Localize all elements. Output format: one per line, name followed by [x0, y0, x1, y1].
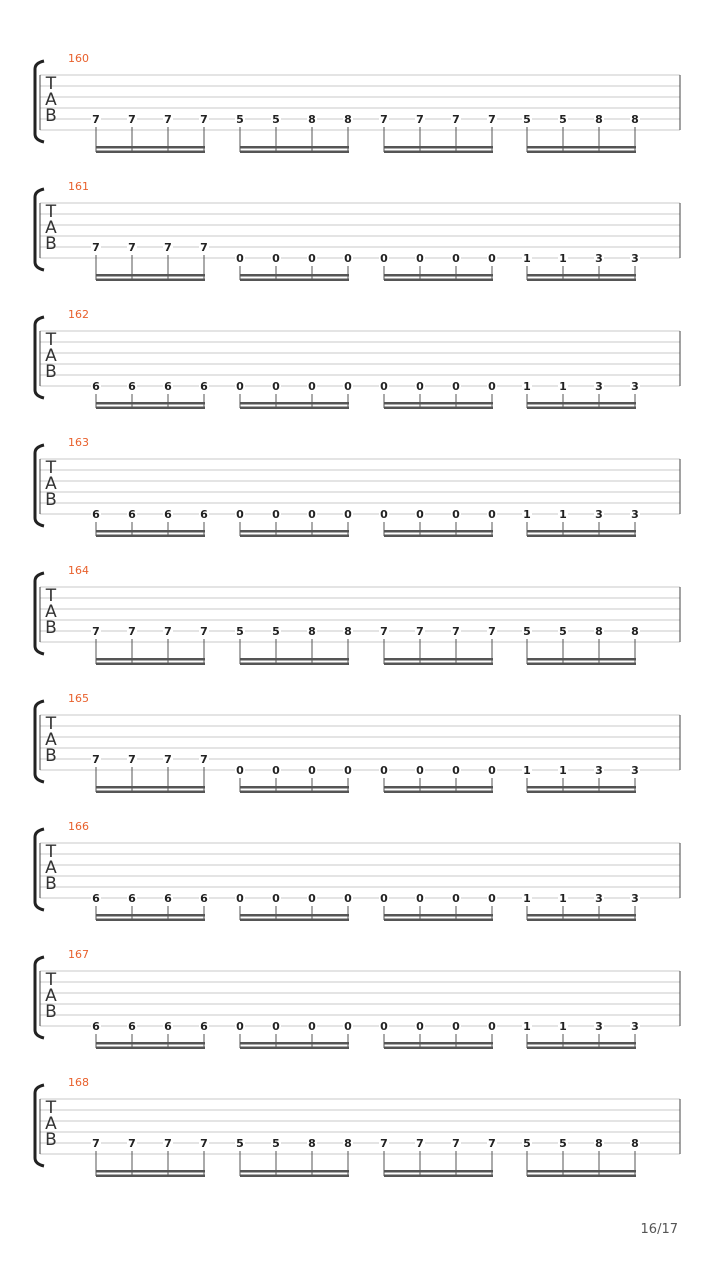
fret-number: 7 [128, 241, 136, 254]
fret-number: 0 [236, 1020, 244, 1033]
fret-number: 0 [488, 508, 496, 521]
fret-number: 5 [236, 625, 244, 638]
measure-number: 163 [68, 436, 89, 449]
fret-number: 0 [236, 892, 244, 905]
fret-number: 8 [595, 1137, 603, 1150]
beam [240, 1170, 349, 1173]
beam [240, 402, 349, 405]
fret-number: 0 [380, 764, 388, 777]
beam [527, 786, 636, 789]
beam [384, 919, 493, 922]
fret-number: 7 [380, 1137, 388, 1150]
beam [240, 919, 349, 922]
tab-clef-letter: A [45, 474, 57, 494]
fret-number: 7 [164, 1137, 172, 1150]
tab-clef-letter: B [45, 1002, 57, 1022]
beam [527, 279, 636, 282]
fret-number: 3 [595, 1020, 603, 1033]
fret-number: 0 [488, 1020, 496, 1033]
beam [96, 407, 205, 410]
fret-number: 6 [128, 380, 136, 393]
beam [527, 402, 636, 405]
beam [384, 791, 493, 794]
fret-number: 0 [416, 508, 424, 521]
fret-number: 5 [559, 113, 567, 126]
fret-number: 6 [128, 892, 136, 905]
tab-clef-letter: A [45, 90, 57, 110]
beam [96, 663, 205, 666]
beam [96, 535, 205, 538]
fret-number: 5 [523, 625, 531, 638]
fret-number: 8 [595, 113, 603, 126]
fret-number: 0 [416, 1020, 424, 1033]
beam [527, 407, 636, 410]
fret-number: 0 [452, 764, 460, 777]
beam [384, 151, 493, 154]
beam [240, 1042, 349, 1045]
beam [384, 1175, 493, 1178]
beam [96, 786, 205, 789]
fret-number: 6 [128, 1020, 136, 1033]
measure-number: 168 [68, 1076, 89, 1089]
beam [527, 1175, 636, 1178]
fret-number: 6 [200, 380, 208, 393]
fret-number: 0 [452, 892, 460, 905]
tab-clef-letter: B [45, 234, 57, 254]
fret-number: 1 [559, 1020, 567, 1033]
tab-system [35, 436, 680, 537]
beam [527, 914, 636, 917]
tab-clef-letter: B [45, 618, 57, 638]
beam [384, 914, 493, 917]
fret-number: 6 [164, 508, 172, 521]
beam [96, 530, 205, 533]
fret-number: 0 [488, 764, 496, 777]
beam [240, 1175, 349, 1178]
fret-number: 6 [164, 1020, 172, 1033]
fret-number: 7 [380, 625, 388, 638]
tab-clef-letter: B [45, 362, 57, 382]
beam [384, 407, 493, 410]
fret-number: 7 [488, 1137, 496, 1150]
fret-number: 0 [272, 380, 280, 393]
beam [527, 1042, 636, 1045]
fret-number: 3 [631, 252, 639, 265]
fret-number: 3 [595, 252, 603, 265]
tab-clef-letter: T [45, 458, 57, 478]
beam [96, 1047, 205, 1050]
fret-number: 7 [200, 625, 208, 638]
fret-number: 7 [200, 753, 208, 766]
beam [240, 791, 349, 794]
beam [384, 279, 493, 282]
beam [384, 658, 493, 661]
beam [384, 274, 493, 277]
fret-number: 0 [272, 252, 280, 265]
beam [384, 530, 493, 533]
fret-number: 5 [559, 1137, 567, 1150]
fret-number: 0 [344, 252, 352, 265]
tab-clef-letter: B [45, 106, 57, 126]
fret-number: 8 [344, 625, 352, 638]
beam [240, 786, 349, 789]
page-number: 16/17 [640, 1222, 678, 1237]
measure-number: 166 [68, 820, 89, 833]
fret-number: 0 [272, 1020, 280, 1033]
fret-number: 8 [595, 625, 603, 638]
fret-number: 0 [380, 1020, 388, 1033]
tab-clef-letter: T [45, 74, 57, 94]
beam [96, 1042, 205, 1045]
tab-system [35, 52, 680, 153]
fret-number: 5 [236, 113, 244, 126]
beam [96, 279, 205, 282]
tab-clef-letter: B [45, 490, 57, 510]
beam [384, 535, 493, 538]
fret-number: 6 [92, 892, 100, 905]
tab-system [35, 1076, 680, 1177]
beam [240, 279, 349, 282]
fret-number: 1 [559, 764, 567, 777]
fret-number: 0 [308, 508, 316, 521]
beam [240, 658, 349, 661]
fret-number: 3 [631, 892, 639, 905]
fret-number: 0 [272, 892, 280, 905]
fret-number: 8 [344, 1137, 352, 1150]
fret-number: 3 [631, 1020, 639, 1033]
fret-number: 5 [523, 113, 531, 126]
tab-system [35, 308, 680, 409]
beam [384, 1170, 493, 1173]
fret-number: 0 [272, 508, 280, 521]
fret-number: 3 [595, 380, 603, 393]
beam [384, 1042, 493, 1045]
fret-number: 7 [416, 1137, 424, 1150]
fret-number: 7 [164, 753, 172, 766]
fret-number: 0 [236, 252, 244, 265]
fret-number: 1 [523, 764, 531, 777]
fret-number: 7 [128, 1137, 136, 1150]
beam [384, 402, 493, 405]
fret-number: 7 [200, 1137, 208, 1150]
tab-clef-letter: T [45, 202, 57, 222]
fret-number: 7 [92, 753, 100, 766]
fret-number: 7 [200, 241, 208, 254]
beam [384, 146, 493, 149]
beam [527, 1047, 636, 1050]
fret-number: 6 [164, 380, 172, 393]
fret-number: 1 [559, 892, 567, 905]
fret-number: 6 [200, 1020, 208, 1033]
fret-number: 5 [559, 625, 567, 638]
fret-number: 0 [452, 380, 460, 393]
fret-number: 1 [559, 508, 567, 521]
fret-number: 8 [308, 625, 316, 638]
tab-clef-letter: B [45, 746, 57, 766]
beam [527, 151, 636, 154]
fret-number: 3 [595, 892, 603, 905]
measure-number: 161 [68, 180, 89, 193]
tab-system [35, 820, 680, 921]
measure-number: 162 [68, 308, 89, 321]
tab-clef-letter: A [45, 218, 57, 238]
tab-clef-letter: B [45, 874, 57, 894]
fret-number: 7 [92, 113, 100, 126]
beam [96, 919, 205, 922]
tab-clef-letter: T [45, 1098, 57, 1118]
fret-number: 0 [452, 1020, 460, 1033]
beam [384, 786, 493, 789]
fret-number: 7 [452, 625, 460, 638]
fret-number: 6 [128, 508, 136, 521]
fret-number: 7 [488, 113, 496, 126]
fret-number: 1 [523, 1020, 531, 1033]
tab-clef-letter: T [45, 714, 57, 734]
fret-number: 1 [559, 380, 567, 393]
fret-number: 0 [344, 508, 352, 521]
fret-number: 0 [452, 252, 460, 265]
fret-number: 6 [92, 1020, 100, 1033]
tab-system [35, 948, 680, 1049]
fret-number: 7 [128, 753, 136, 766]
tab-clef-letter: A [45, 1114, 57, 1134]
fret-number: 3 [631, 508, 639, 521]
beam [240, 407, 349, 410]
tab-system [35, 692, 680, 793]
tab-clef-letter: T [45, 842, 57, 862]
fret-number: 0 [380, 252, 388, 265]
measure-number: 165 [68, 692, 89, 705]
tab-system [35, 180, 680, 281]
measure-number: 167 [68, 948, 89, 961]
fret-number: 7 [128, 625, 136, 638]
fret-number: 0 [488, 380, 496, 393]
fret-number: 6 [92, 508, 100, 521]
fret-number: 7 [416, 113, 424, 126]
fret-number: 8 [631, 625, 639, 638]
fret-number: 3 [631, 380, 639, 393]
fret-number: 7 [164, 113, 172, 126]
fret-number: 0 [416, 764, 424, 777]
fret-number: 0 [344, 380, 352, 393]
beam [96, 151, 205, 154]
fret-number: 7 [92, 241, 100, 254]
fret-number: 7 [164, 241, 172, 254]
fret-number: 6 [164, 892, 172, 905]
fret-number: 0 [380, 892, 388, 905]
fret-number: 0 [380, 508, 388, 521]
beam [96, 791, 205, 794]
fret-number: 5 [272, 625, 280, 638]
fret-number: 8 [308, 1137, 316, 1150]
fret-number: 7 [200, 113, 208, 126]
beam [527, 1170, 636, 1173]
fret-number: 0 [308, 1020, 316, 1033]
fret-number: 0 [344, 892, 352, 905]
fret-number: 0 [344, 1020, 352, 1033]
beam [240, 1047, 349, 1050]
beam [527, 919, 636, 922]
fret-number: 7 [92, 625, 100, 638]
beam [527, 791, 636, 794]
beam [527, 530, 636, 533]
beam [96, 658, 205, 661]
beam [96, 274, 205, 277]
fret-number: 7 [380, 113, 388, 126]
beam [527, 658, 636, 661]
beam [96, 1175, 205, 1178]
fret-number: 1 [559, 252, 567, 265]
tab-clef-letter: A [45, 602, 57, 622]
fret-number: 6 [200, 892, 208, 905]
fret-number: 0 [416, 892, 424, 905]
fret-number: 0 [308, 764, 316, 777]
beam [96, 914, 205, 917]
fret-number: 7 [488, 625, 496, 638]
measure-number: 164 [68, 564, 89, 577]
fret-number: 7 [452, 1137, 460, 1150]
tab-clef-letter: A [45, 986, 57, 1006]
fret-number: 1 [523, 252, 531, 265]
fret-number: 6 [92, 380, 100, 393]
beam [240, 274, 349, 277]
beam [240, 151, 349, 154]
beam [96, 1170, 205, 1173]
fret-number: 0 [416, 252, 424, 265]
fret-number: 6 [200, 508, 208, 521]
beam [240, 530, 349, 533]
fret-number: 7 [164, 625, 172, 638]
tab-clef-letter: A [45, 346, 57, 366]
fret-number: 0 [380, 380, 388, 393]
fret-number: 5 [236, 1137, 244, 1150]
fret-number: 0 [452, 508, 460, 521]
fret-number: 8 [308, 113, 316, 126]
beam [96, 146, 205, 149]
measure-number: 160 [68, 52, 89, 65]
fret-number: 0 [236, 764, 244, 777]
tab-clef-letter: B [45, 1130, 57, 1150]
tab-clef-letter: T [45, 586, 57, 606]
beam [240, 146, 349, 149]
fret-number: 7 [128, 113, 136, 126]
fret-number: 1 [523, 380, 531, 393]
fret-number: 0 [308, 252, 316, 265]
fret-number: 0 [308, 892, 316, 905]
fret-number: 7 [92, 1137, 100, 1150]
fret-number: 8 [631, 1137, 639, 1150]
fret-number: 0 [308, 380, 316, 393]
fret-number: 7 [416, 625, 424, 638]
tab-clef-letter: T [45, 330, 57, 350]
beam [240, 914, 349, 917]
beam [240, 663, 349, 666]
fret-number: 8 [631, 113, 639, 126]
fret-number: 0 [488, 252, 496, 265]
fret-number: 0 [488, 892, 496, 905]
beam [240, 535, 349, 538]
fret-number: 0 [236, 508, 244, 521]
beam [96, 402, 205, 405]
fret-number: 3 [595, 508, 603, 521]
beam [527, 274, 636, 277]
fret-number: 0 [236, 380, 244, 393]
fret-number: 5 [523, 1137, 531, 1150]
tab-clef-letter: A [45, 730, 57, 750]
beam [527, 663, 636, 666]
tab-clef-letter: A [45, 858, 57, 878]
fret-number: 0 [416, 380, 424, 393]
fret-number: 7 [452, 113, 460, 126]
fret-number: 3 [595, 764, 603, 777]
fret-number: 5 [272, 113, 280, 126]
fret-number: 5 [272, 1137, 280, 1150]
beam [384, 1047, 493, 1050]
fret-number: 3 [631, 764, 639, 777]
beam [527, 146, 636, 149]
beam [384, 663, 493, 666]
fret-number: 8 [344, 113, 352, 126]
tab-clef-letter: T [45, 970, 57, 990]
fret-number: 1 [523, 892, 531, 905]
beam [527, 535, 636, 538]
fret-number: 0 [272, 764, 280, 777]
fret-number: 1 [523, 508, 531, 521]
tab-system [35, 564, 680, 665]
fret-number: 0 [344, 764, 352, 777]
